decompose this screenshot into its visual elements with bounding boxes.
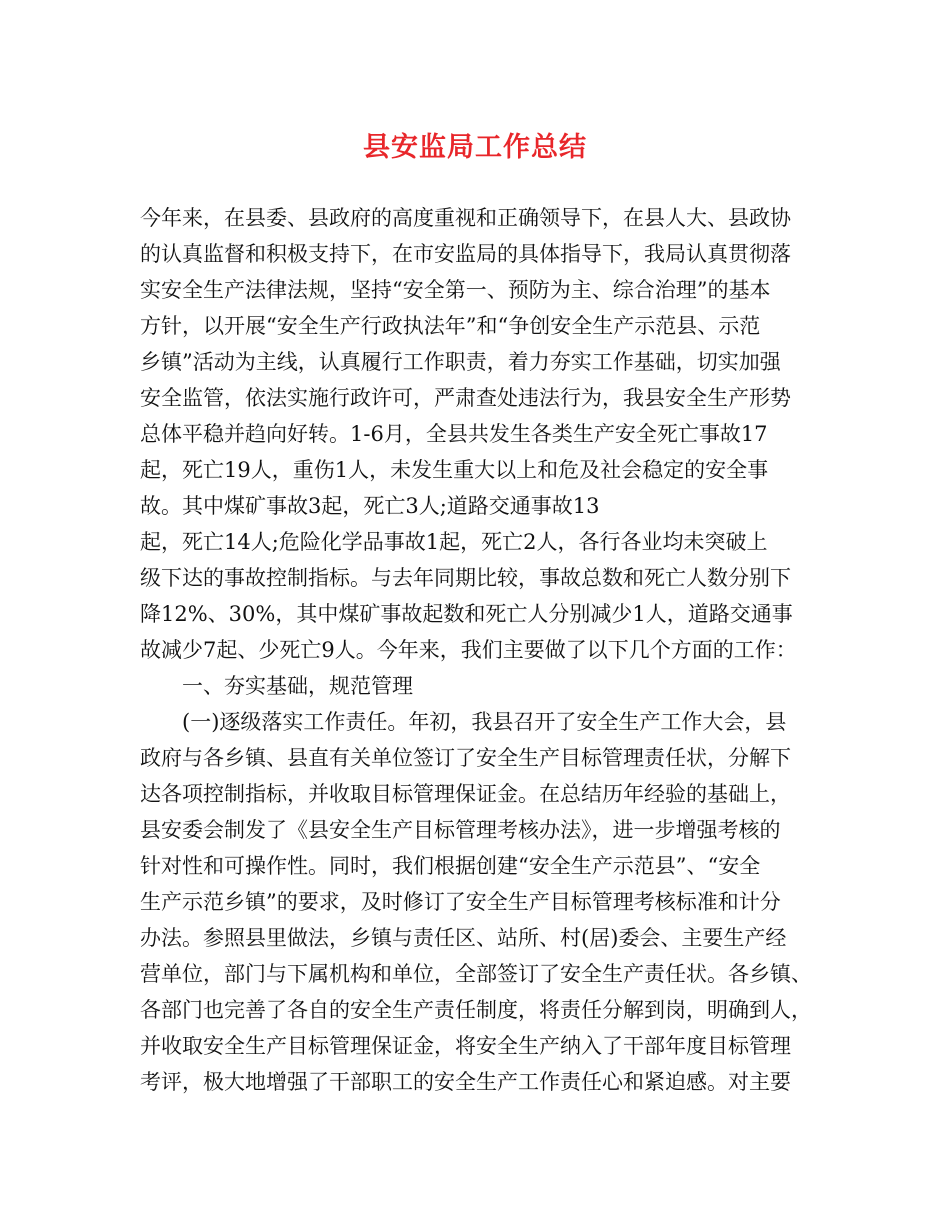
document-title: 县安监局工作总结 [363,132,587,163]
body-line: 的认真监督和积极支持下，在市安监局的具体指导下，我局认真贯彻落 [140,242,791,266]
section-heading: 一、夯实基础，规范管理 [182,674,413,698]
body-line: 总体平稳并趋向好转。1-6月，全县共发生各类生产安全死亡事故17 [140,422,768,446]
body-line: (一)逐级落实工作责任。年初，我县召开了安全生产工作大会，县 [182,710,787,734]
body-line: 并收取安全生产目标管理保证金，将安全生产纳入了干部年度目标管理 [140,1034,791,1058]
body-line: 方针，以开展“安全生产行政执法年”和“争创安全生产示范县、示范 [140,314,761,338]
body-line: 起，死亡19人，重伤1人，未发生重大以上和危及社会稳定的安全事 [140,458,769,482]
body-line: 乡镇”活动为主线，认真履行工作职责，着力夯实工作基础，切实加强 [140,350,781,374]
body-line: 降12%、30%，其中煤矿事故起数和死亡人分别减少1人，道路交通事 [140,602,793,626]
body-line: 实安全生产法律法规，坚持“安全第一、预防为主、综合治理”的基本 [140,278,771,302]
body-line: 各部门也完善了各自的安全生产责任制度，将责任分解到岗，明确到人， [140,998,812,1022]
body-line: 起，死亡14人;危险化学品事故1起，死亡2人，各行各业均未突破上 [140,530,768,554]
body-line: 故减少7起、少死亡9人。今年来，我们主要做了以下几个方面的工作： [140,638,797,662]
document-body [140,200,840,1100]
body-line: 针对性和可操作性。同时，我们根据创建“安全生产示范县”、“安全 [140,854,761,878]
body-line: 安全监管，依法实施行政许可，严肃查处违法行为，我县安全生产形势 [140,386,791,410]
body-line: 故。其中煤矿事故3起，死亡3人;道路交通事故13 [140,494,600,518]
body-line: 生产示范乡镇”的要求，及时修订了安全生产目标管理考核标准和计分 [140,890,781,914]
body-line: 营单位，部门与下属机构和单位，全部签订了安全生产责任状。各乡镇、 [140,962,812,986]
body-line: 政府与各乡镇、县直有关单位签订了安全生产目标管理责任状，分解下 [140,746,791,770]
body-line: 达各项控制指标，并收取目标管理保证金。在总结历年经验的基础上， [140,782,791,806]
body-line: 考评，极大地增强了干部职工的安全生产工作责任心和紧迫感。对主要 [140,1070,791,1094]
body-line: 办法。参照县里做法，乡镇与责任区、站所、村(居)委会、主要生产经 [140,926,787,950]
body-line: 县安委会制发了《县安全生产目标管理考核办法》，进一步增强考核的 [140,818,781,842]
body-line: 级下达的事故控制指标。与去年同期比较，事故总数和死亡人数分别下 [140,566,791,590]
body-line: 今年来，在县委、县政府的高度重视和正确领导下，在县人大、县政协 [140,206,791,230]
